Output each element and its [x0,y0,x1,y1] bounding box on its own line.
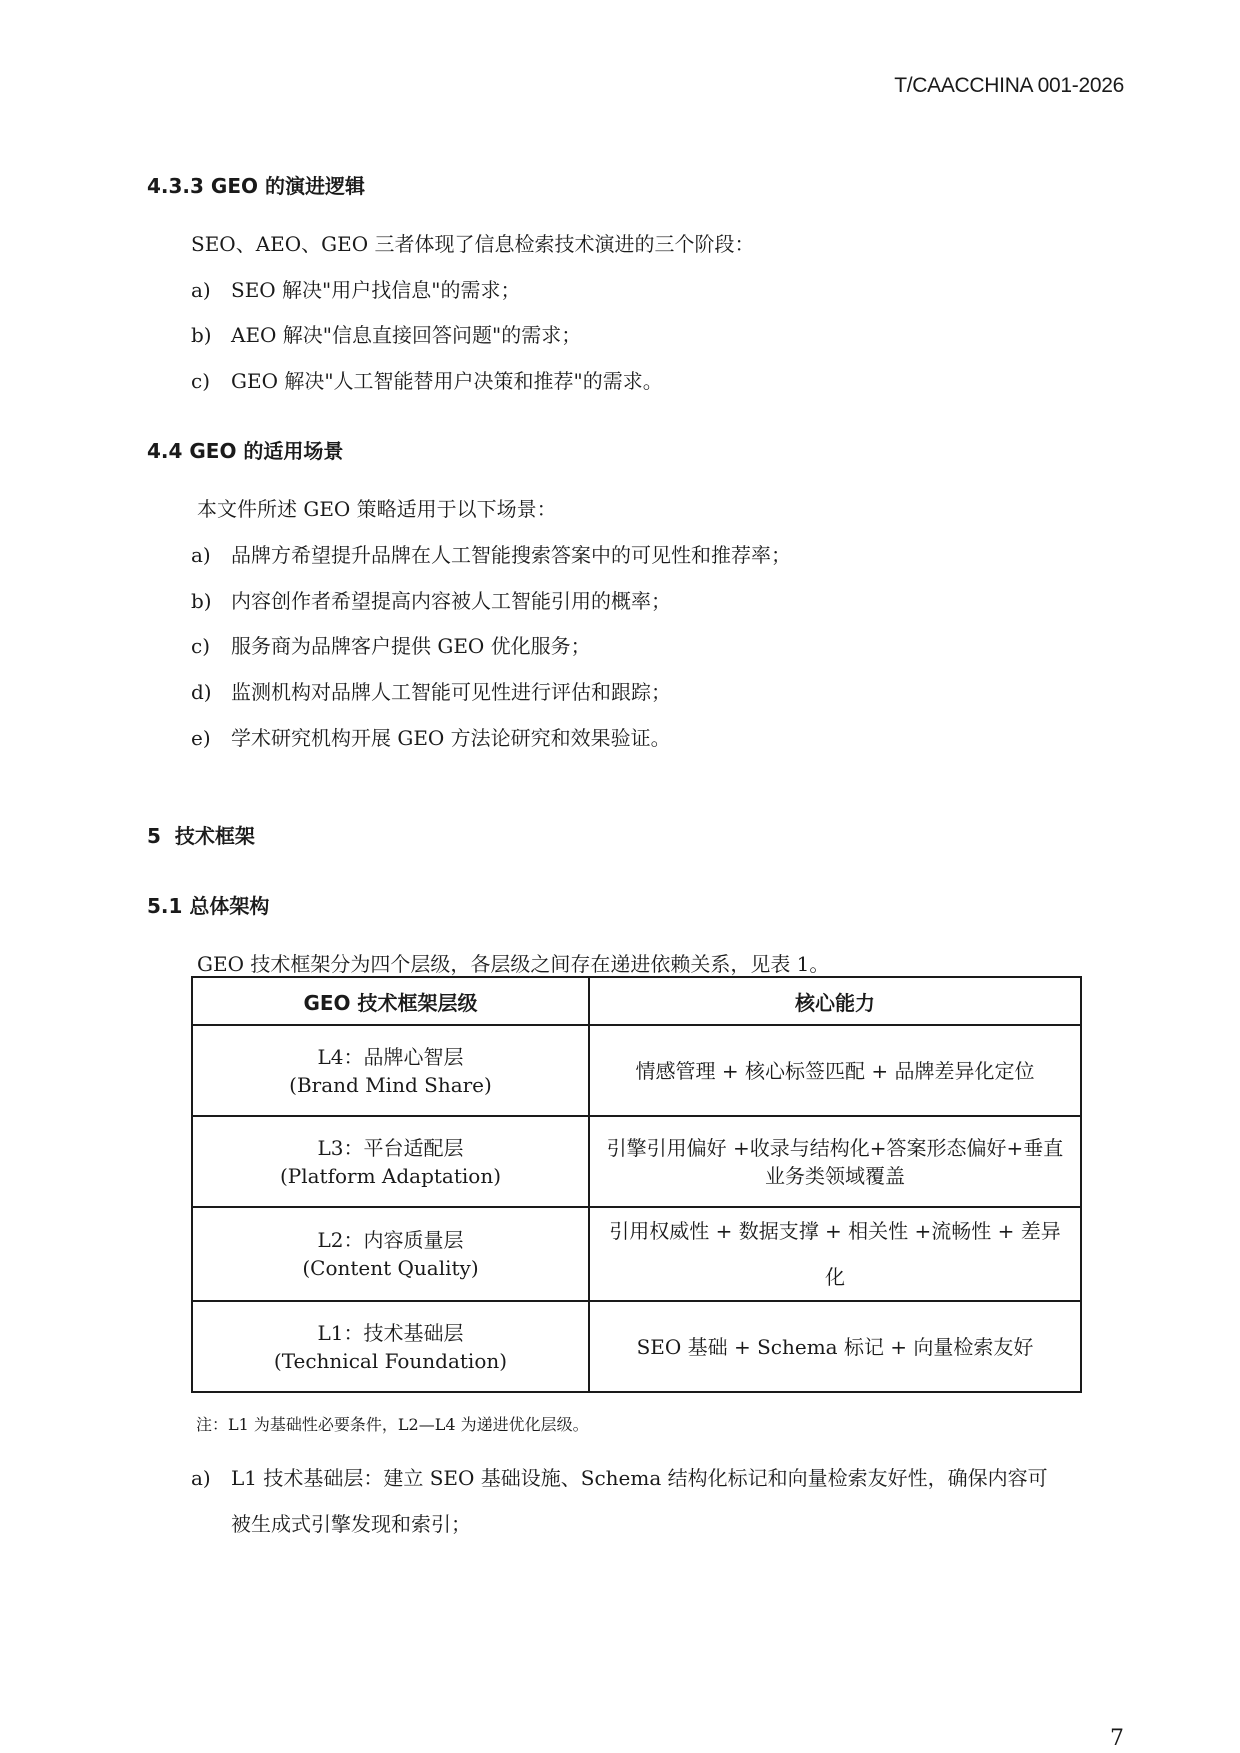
list-text: SEO 解决"用户找信息"的需求； [231,278,521,302]
section-intro: GEO 技术框架分为四个层级，各层级之间存在递进依赖关系，见表 1。 [197,952,830,976]
level-cell [192,1301,589,1392]
list-item [191,274,520,303]
ability-cell: 引擎引用偏好 +收录与结构化+答案形态偏好+垂直业务类领域覆盖 [589,1116,1081,1207]
framework-table [191,976,1082,1393]
section-heading-5-1: 5.1 总体架构 [147,894,270,918]
level-name: L4：品牌心智层 [317,1044,464,1069]
list-item [191,630,591,659]
section-intro: 本文件所述 GEO 策略适用于以下场景： [197,497,557,521]
section-intro: SEO、AEO、GEO 三者体现了信息检索技术演进的三个阶段： [191,232,755,256]
table-header-row [192,977,1081,1025]
ability-cell: 情感管理 + 核心标签匹配 + 品牌差异化定位 [589,1025,1081,1116]
column-header-ability: 核心能力 [589,977,1081,1025]
table-row [192,1301,1081,1392]
page-number: 7 [1110,1726,1124,1751]
list-label: a) [191,543,211,567]
list-label: c) [191,369,211,393]
list-item [191,539,791,568]
list-item [191,676,671,705]
list-label: a) [191,278,211,302]
section-heading-4-3-3: 4.3.3 GEO 的演进逻辑 [147,174,365,198]
list-label: b) [191,323,212,347]
list-label: c) [191,634,211,658]
level-english: (Content Quality) [302,1256,479,1280]
list-label: e) [191,726,211,750]
table-row [192,1025,1081,1116]
table-row [192,1116,1081,1207]
list-text: 监测机构对品牌人工智能可见性进行评估和跟踪； [231,680,671,704]
level-cell [192,1025,589,1116]
section-heading-4-4: 4.4 GEO 的适用场景 [147,439,344,463]
list-item [191,585,671,614]
level-english: (Technical Foundation) [273,1348,508,1373]
list-text-continuation: 被生成式引擎发现和索引； [231,1512,471,1536]
list-item [191,722,671,751]
list-text: 学术研究机构开展 GEO 方法论研究和效果验证。 [231,726,671,750]
list-label: a) [191,1466,211,1490]
column-header-level: GEO 技术框架层级 [192,977,589,1025]
level-name: L2：内容质量层 [317,1228,464,1252]
ability-cell: 引用权威性 + 数据支撑 + 相关性 +流畅性 + 差异化 [589,1207,1081,1301]
list-text: 品牌方希望提升品牌在人工智能搜索答案中的可见性和推荐率； [231,543,791,567]
level-name: L3：平台适配层 [317,1135,464,1160]
level-name: L1：技术基础层 [317,1320,464,1345]
level-cell [192,1116,589,1207]
list-item [191,1462,1048,1491]
level-english: (Brand Mind Share) [289,1072,492,1097]
list-text: AEO 解决"信息直接回答问题"的需求； [231,323,582,347]
chapter-heading-5: 5 技术框架 [147,824,255,848]
list-label: b) [191,589,212,613]
list-text: GEO 解决"人工智能替用户决策和推荐"的需求。 [231,369,663,393]
document-code: T/CAACCHINA 001-2026 [894,74,1124,97]
level-english: (Platform Adaptation) [279,1163,502,1188]
list-label: d) [191,680,212,704]
list-text: 服务商为品牌客户提供 GEO 优化服务； [231,634,591,658]
list-item [191,365,663,394]
level-cell [192,1207,589,1301]
table-note: 注：L1 为基础性必要条件，L2—L4 为递进优化层级。 [196,1415,589,1434]
list-text: 内容创作者希望提高内容被人工智能引用的概率； [231,589,671,613]
table-row [192,1207,1081,1301]
list-item [191,319,581,348]
list-text: L1 技术基础层：建立 SEO 基础设施、Schema 结构化标记和向量检索友好性，确保内容可 [231,1466,1048,1490]
ability-cell: SEO 基础 + Schema 标记 + 向量检索友好 [589,1301,1081,1392]
